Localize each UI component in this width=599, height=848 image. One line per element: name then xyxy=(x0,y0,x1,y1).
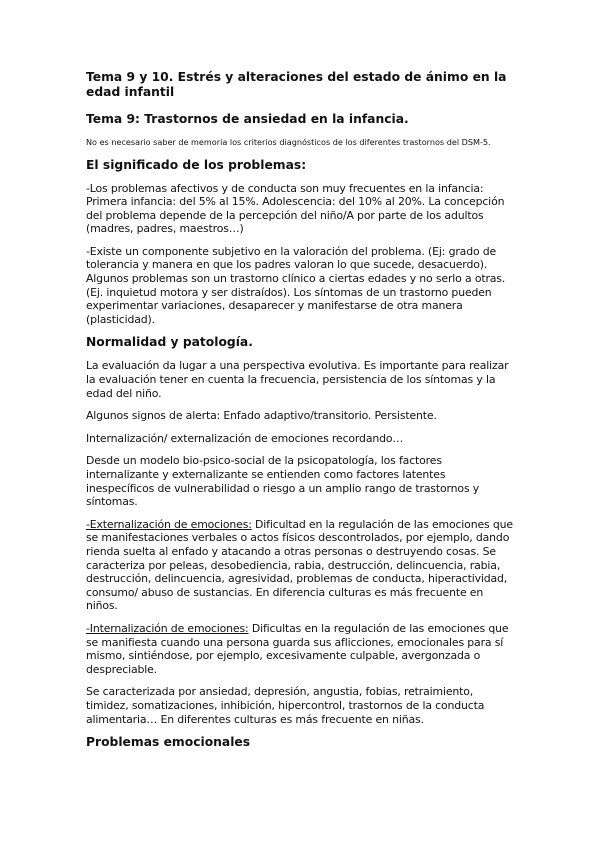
section-heading-normalidad: Normalidad y patología. xyxy=(86,335,253,350)
paragraph: Se caracterizada por ansiedad, depresión, angustia, fobias, retraimiento, timidez, somatizaciones, inhibición, hipercontrol, trastornos de la conducta alimentaria… En diferentes culturas es más frecuente en niñas. xyxy=(86,685,485,726)
definition-internalizacion: Dificultas en la regulación de las emociones que se manifiesta cuando una persona guarda sus aflicciones, emocionales para sí mismo, sintiéndose, por ejemplo, excesivamente culpable, avergonzada o despreciable. xyxy=(86,621,509,676)
note: No es necesario saber de memoria los criterios diagnósticos de los diferentes trastornos del DSM-5. xyxy=(86,137,491,147)
paragraph: Internalización/ externalización de emociones recordando… xyxy=(86,431,404,445)
paragraph: Algunos signos de alerta: Enfado adaptivo/transitorio. Persistente. xyxy=(86,409,437,423)
term-internalizacion: -Internalización de emociones: xyxy=(86,621,249,635)
document-subtitle: Tema 9: Trastornos de ansiedad en la infancia. xyxy=(86,112,409,126)
section-heading-problemas-emocionales: Problemas emocionales xyxy=(86,735,251,750)
definition-externalizacion: Dificultad en la regulación de las emociones que se manifestaciones verbales o actos físicos descontrolados, por ejemplo, dando rienda suelta al enfado y atacando a otras personas o destruyendo cosas. Se caracteriza por peleas, desobediencia, rabia, destrucción, delincuencia, rabia, destrucción, delincuencia, agresividad, problemas de conducta, hiperactividad, consumo/ abuso de sustancias. En diferencia culturas es más frecuente en niños. xyxy=(86,517,513,613)
section-heading-significado: El significado de los problemas: xyxy=(86,157,307,172)
document-title: Tema 9 y 10. Estrés y alteraciones del estado de ánimo en la edad infantil xyxy=(86,70,507,99)
paragraph-internalizacion xyxy=(86,622,514,676)
paragraph: Desde un modelo bio-psico-social de la psicopatología, los factores internalizante y externalizante se entienden como factores latentes inespecíficos de vulnerabilidad o riesgo a un amplio rango de trastornos y síntomas. xyxy=(86,454,480,509)
paragraph: -Los problemas afectivos y de conducta son muy frecuentes en la infancia: Primera infancia: del 5% al 15%. Adolescencia: del 10% al 20%. La concepción del problema depende de la percepción del niño/A por parte de los adultos (madres, padres, maestros…) xyxy=(86,181,505,236)
paragraph: -Existe un componente subjetivo en la valoración del problema. (Ej: grado de tolerancia y manera en que los padres valoran lo que sucede, desacuerdo). Algunos problemas son un trastorno clínico a ciertas edades y no serlo a otras. (Ej. inquietud motora y ser distraídos). Los síntomas de un trastorno pueden experimentar variaciones, desaparecer y manifestarse de otra manera (plasticidad). xyxy=(86,244,506,326)
paragraph-externalizacion xyxy=(86,518,514,613)
term-externalizacion: -Externalización de emociones: xyxy=(86,517,252,531)
paragraph: La evaluación da lugar a una perspectiva evolutiva. Es importante para realizar la evaluación tener en cuenta la frecuencia, persistencia de los síntomas y la edad del niño. xyxy=(86,359,509,400)
